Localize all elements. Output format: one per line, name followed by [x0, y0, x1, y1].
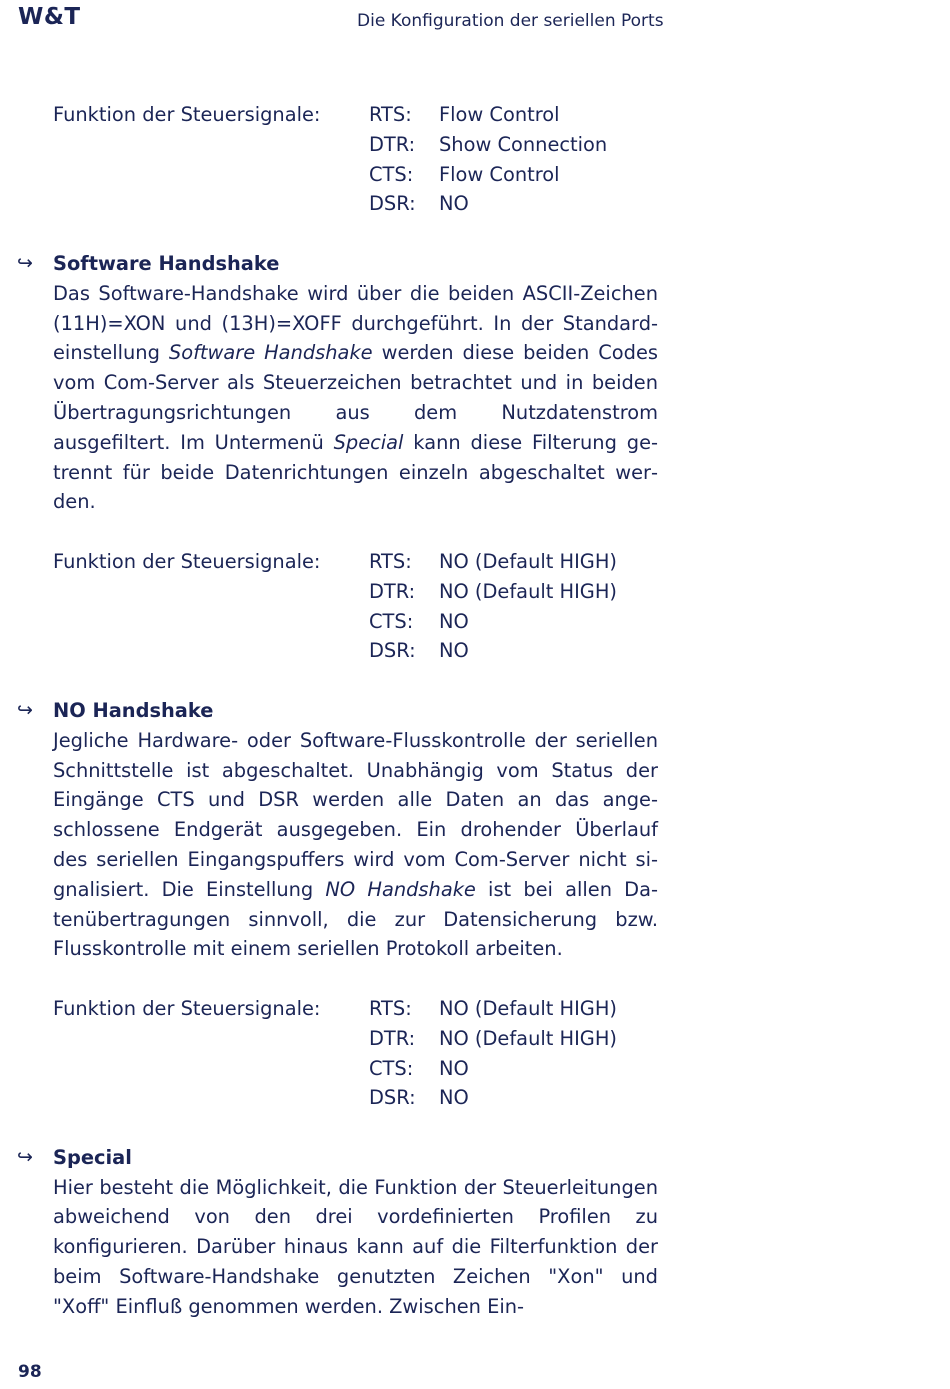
- signal-name: DSR:: [369, 1086, 416, 1110]
- signal-value: NO: [439, 192, 469, 216]
- signal-value: NO (Default HIGH): [439, 579, 617, 603]
- signal-table-label: Funktion der Steuersignale:: [53, 996, 321, 1020]
- section-paragraph: Jegliche Hardware- oder Software-Flusskontrolle der seriellen Schnittstelle ist abgeschaltet. Unabhängig vom Status der Eingänge CTS und DSR werden alle Daten an das angeschlossene Endgerät ausgegeben. Ein drohender Überlauf des seriellen Eingangspuffers wird vom Com-Server nicht signalisiert. Die Einstellung NO Handshake ist bei allen Datenübertragungen sinnvoll, die zur Datensicherung bzw. Flusskontrolle mit einem seriellen Protokoll arbeiten.: [53, 728, 658, 961]
- signal-name: CTS:: [369, 609, 414, 633]
- signal-name: CTS:: [369, 162, 414, 186]
- signal-value: NO (Default HIGH): [439, 1026, 617, 1050]
- section-heading-text: NO Handshake: [53, 698, 214, 722]
- signal-row: [369, 636, 658, 666]
- signal-row: [369, 130, 658, 160]
- signal-row: [369, 994, 658, 1024]
- page-number: 98: [18, 1362, 42, 1382]
- signal-row: [369, 100, 658, 130]
- section-paragraph: Das Software-Handshake wird über die beiden ASCII-Zeichen (11H)=XON und (13H)=XOFF durchgeführt. In der Standardeinstellung Software Handshake werden diese beiden Codes vom Com-Server als Steuerzeichen betrachtet und in beiden Übertragungsrichtungen aus dem Nutzdatenstrom ausgefiltert. Im Untermenü Special kann diese Filterung getrennt für beide Datenrichtungen einzeln abgeschaltet werden.: [53, 281, 658, 514]
- hook-arrow-icon: ↪: [17, 698, 33, 721]
- brand-logo: W&T: [18, 4, 81, 30]
- signal-name: RTS:: [369, 549, 412, 573]
- hook-arrow-icon: ↪: [17, 251, 33, 274]
- signal-value: NO (Default HIGH): [439, 549, 617, 573]
- signal-value: NO: [439, 1056, 469, 1080]
- signal-row: [369, 577, 658, 607]
- signal-name: CTS:: [369, 1056, 414, 1080]
- signal-name: DTR:: [369, 1026, 416, 1050]
- signal-table: [53, 100, 658, 219]
- signal-table: [53, 994, 658, 1113]
- section-paragraph: Hier besteht die Möglichkeit, die Funktion der Steuerleitungen abweichend von den drei vordefinierten Profilen zu konfigurieren. Darüber hinaus kann auf die Filterfunktion der beim Software-Handshake genutzten Zeichen "Xon" und "Xoff" Einfluß genommen werden. Zwischen Ein-: [53, 1175, 658, 1318]
- signal-value: Show Connection: [439, 132, 608, 156]
- signal-name: DTR:: [369, 579, 416, 603]
- signal-row: [369, 547, 658, 577]
- signal-row: [369, 1024, 658, 1054]
- signal-row: [369, 160, 658, 190]
- signal-name: DTR:: [369, 132, 416, 156]
- page-content: [17, 100, 658, 1322]
- signal-row: [369, 189, 658, 219]
- signal-row: [369, 607, 658, 637]
- signal-value: NO: [439, 1086, 469, 1110]
- signal-name: RTS:: [369, 996, 412, 1020]
- signal-name: DSR:: [369, 192, 416, 216]
- signal-table-label: Funktion der Steuersignale:: [53, 103, 321, 126]
- signal-value: Flow Control: [439, 103, 560, 126]
- signal-value: NO: [439, 639, 469, 663]
- signal-value: Flow Control: [439, 162, 560, 186]
- signal-value: NO (Default HIGH): [439, 996, 617, 1020]
- signal-row: [369, 1083, 658, 1113]
- signal-row: [369, 1054, 658, 1084]
- section-heading-software-handshake: [17, 249, 658, 279]
- signal-name: DSR:: [369, 639, 416, 663]
- signal-table-label: Funktion der Steuersignale:: [53, 549, 321, 573]
- hook-arrow-icon: ↪: [17, 1145, 33, 1168]
- section-heading-text: Software Handshake: [53, 251, 280, 275]
- section-heading-special: [17, 1143, 658, 1173]
- signal-table: [53, 547, 658, 666]
- signal-value: NO: [439, 609, 469, 633]
- section-heading-text: Special: [53, 1145, 132, 1169]
- signal-name: RTS:: [369, 103, 412, 126]
- running-header-title: Die Konfiguration der seriellen Ports: [357, 11, 664, 31]
- section-heading-no-handshake: [17, 696, 658, 726]
